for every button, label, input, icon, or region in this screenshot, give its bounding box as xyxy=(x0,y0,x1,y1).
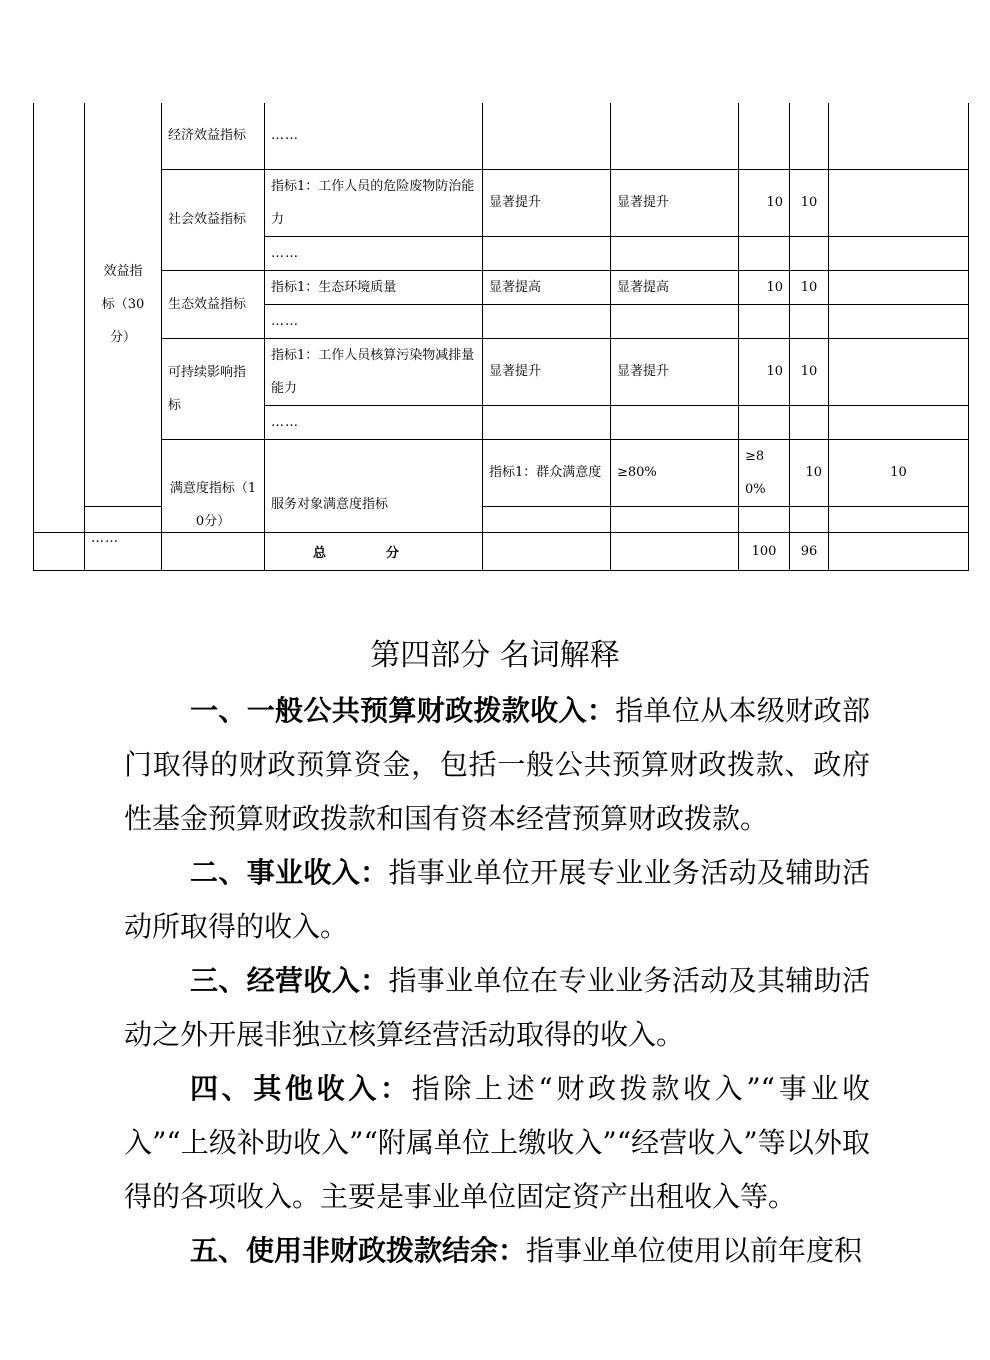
glossary-item xyxy=(0,1224,990,1278)
glossary-term: 二、事业收入： xyxy=(190,856,389,889)
target-sustain: 显著提升 xyxy=(483,338,611,405)
sub-social: 社会效益指标 xyxy=(162,169,265,270)
glossary-term: 四、其他收入： xyxy=(190,1072,412,1105)
actual-sustain: 显著提升 xyxy=(611,338,739,405)
total-weight: 100 xyxy=(739,533,790,571)
actual-social: 显著提升 xyxy=(611,169,739,236)
weight-sustain: 10 xyxy=(739,338,790,405)
glossary-term: 三、经营收入： xyxy=(190,964,389,997)
total-row xyxy=(33,532,969,571)
glossary-text: 指事业单位使用以前年度积 xyxy=(526,1234,863,1267)
sub-eco: 生态效益指标 xyxy=(162,270,265,338)
glossary-text: 指除上述“财政拨款收入”“事业收入”“上级补助收入”“附属单位上缴收入”“经营收入”等以外取得的各项收入。主要是事业单位固定资产出租收入等。 xyxy=(124,1072,870,1213)
weight-satisfaction: 10 xyxy=(790,439,829,506)
sub-satisfaction: 服务对象满意度指标 xyxy=(265,439,483,570)
glossary-item xyxy=(0,684,990,846)
outer-blank-cell xyxy=(34,103,85,570)
item-economic: …… xyxy=(265,103,483,169)
glossary-text: 指事业单位在专业业务活动及其辅助活动之外开展非独立核算经营活动取得的收入。 xyxy=(124,964,870,1051)
weight-eco: 10 xyxy=(739,270,790,304)
sub-sustain: 可持续影响指标 xyxy=(162,338,265,439)
category-benefit: 效益指标（30分） xyxy=(85,103,162,506)
sub-economic: 经济效益指标 xyxy=(162,103,265,169)
total-label: 总分 xyxy=(34,533,739,571)
category-satisfaction: 满意度指标（10分） xyxy=(162,439,265,570)
glossary-item xyxy=(0,846,990,954)
glossary-section xyxy=(0,628,990,1278)
actual-eco: 显著提高 xyxy=(611,270,739,304)
score-satisfaction: 10 xyxy=(829,439,969,506)
target-eco: 显著提高 xyxy=(483,270,611,304)
performance-table xyxy=(33,103,969,571)
glossary-term: 五、使用非财政拨款结余： xyxy=(190,1234,527,1267)
glossary-title: 第四部分 名词解释 xyxy=(370,638,620,673)
item-satisfaction-more: …… xyxy=(85,506,162,570)
score-eco: 10 xyxy=(790,270,829,304)
item-eco: 指标1：生态环境质量 xyxy=(265,270,483,304)
total-score: 96 xyxy=(790,533,829,571)
item-social-more: …… xyxy=(265,236,483,270)
glossary-text: 指事业单位开展专业业务活动及辅助活动所取得的收入。 xyxy=(124,856,870,943)
score-sustain: 10 xyxy=(790,338,829,405)
glossary-term: 一、一般公共预算财政拨款收入： xyxy=(190,694,616,727)
glossary-text: 指单位从本级财政部门取得的财政预算资金，包括一般公共预算财政拨款、政府性基金预算财政拨款和国有资本经营预算财政拨款。 xyxy=(124,694,870,835)
target-satisfaction: ≥80% xyxy=(611,439,739,506)
item-eco-more: …… xyxy=(265,304,483,338)
weight-social: 10 xyxy=(739,169,790,236)
item-satisfaction: 指标1：群众满意度 xyxy=(483,439,611,506)
item-sustain: 指标1：工作人员核算污染物减排量能力 xyxy=(265,338,483,405)
glossary-item xyxy=(0,954,990,1062)
actual-satisfaction: ≥80% xyxy=(739,439,790,506)
glossary-item xyxy=(0,1062,990,1224)
item-sustain-more: …… xyxy=(265,405,483,439)
score-social: 10 xyxy=(790,169,829,236)
target-social: 显著提升 xyxy=(483,169,611,236)
item-social: 指标1：工作人员的危险废物防治能力 xyxy=(265,169,483,236)
